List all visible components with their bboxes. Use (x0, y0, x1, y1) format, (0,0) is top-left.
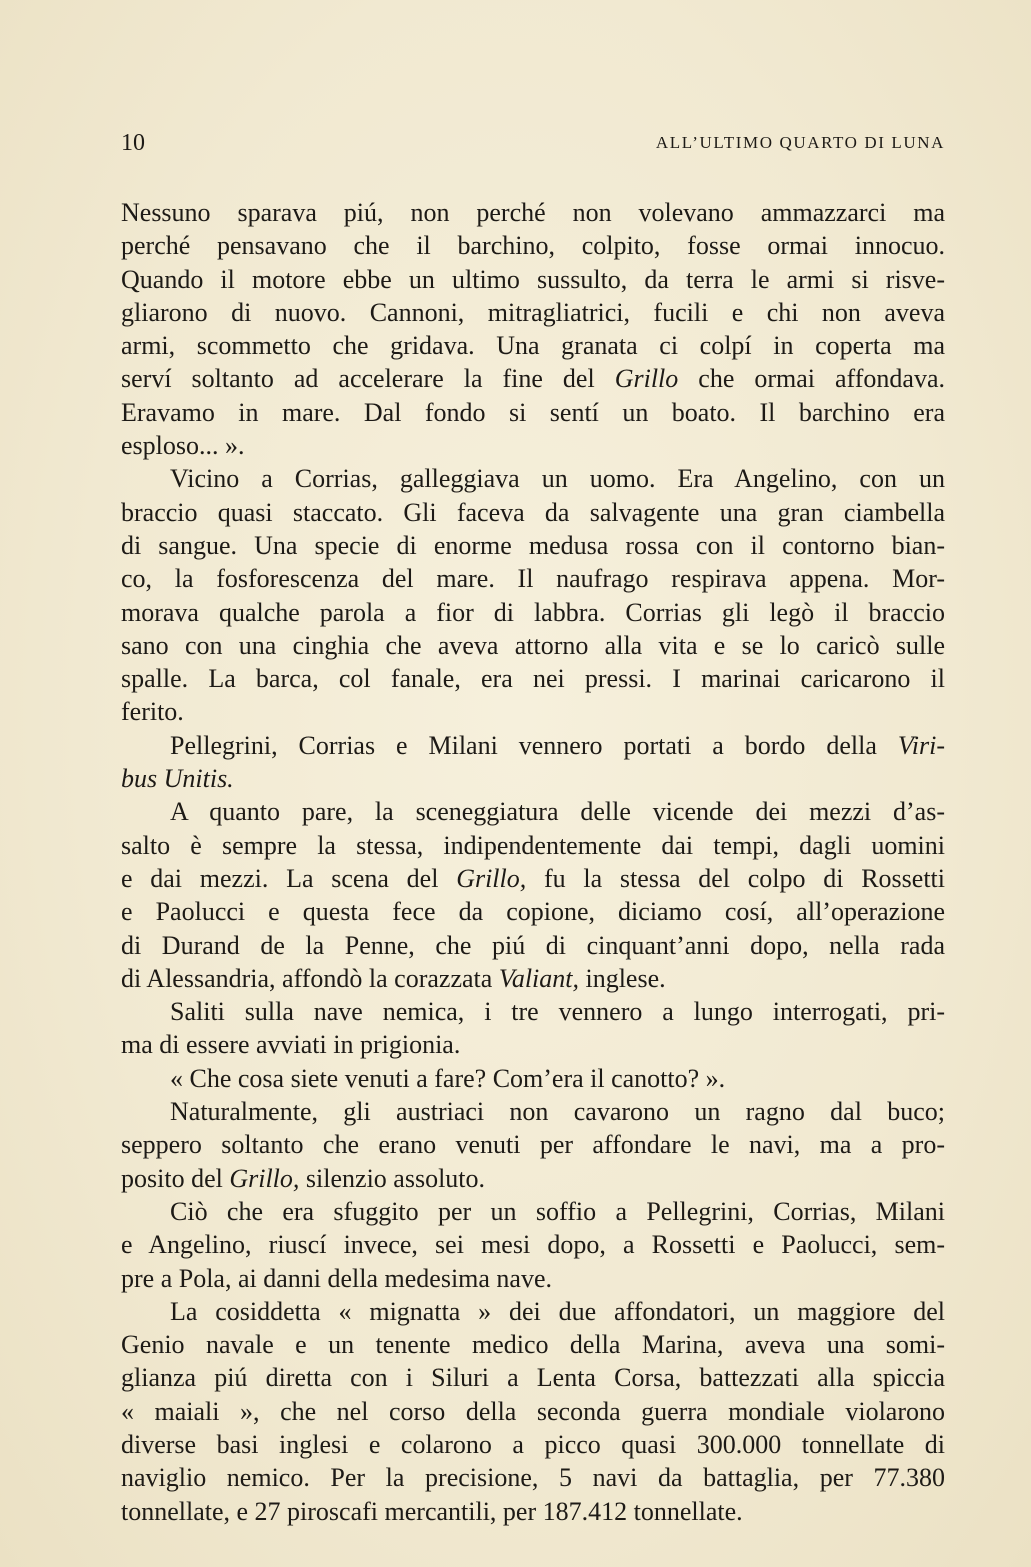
text-line: diverse basi inglesi e colarono a picco quasi 300.000 tonnellate di (121, 1429, 945, 1459)
paragraph (121, 1062, 945, 1095)
paragraph (121, 1095, 945, 1195)
text-line: Ciò che era sfuggito per un soffio a Pellegrini, Corrias, Milani (170, 1196, 945, 1226)
paragraph (121, 1195, 945, 1295)
text-line: Naturalmente, gli austriaci non cavarono un ragno dal buco; (170, 1097, 945, 1127)
text-line: « maiali », che nel corso della seconda guerra mondiale violarono (121, 1396, 945, 1426)
text-line: di Alessandria, affondò la corazzata Valiant, inglese. (121, 963, 666, 993)
text-line: ferito. (121, 697, 184, 727)
text-line: perché pensavano che il barchino, colpito, fosse ormai innocuo. (121, 231, 945, 261)
text-line: Nessuno sparava piú, non perché non volevano ammazzarci ma (121, 198, 945, 227)
text-line: e Paolucci e questa fece da copione, diciamo cosí, all’operazione (121, 897, 945, 927)
text-line: Pellegrini, Corrias e Milani vennero portati a bordo della Viri- (170, 730, 945, 760)
text-line: Genio navale e un tenente medico della Marina, aveva una somi- (121, 1330, 945, 1360)
text-line: glianza piú diretta con i Siluri a Lenta Corsa, battezzati alla spiccia (121, 1363, 945, 1393)
text-line: salto è sempre la stessa, indipendentemente dai tempi, dagli uomini (121, 830, 945, 860)
text-line: Quando il motore ebbe un ultimo sussulto, da terra le armi si risve- (121, 264, 945, 294)
text-line: spalle. La barca, col fanale, era nei pressi. I marinai caricarono il (121, 664, 945, 694)
text-line: La cosiddetta « mignatta » dei due affondatori, un maggiore del (170, 1296, 945, 1326)
text-line: naviglio nemico. Per la precisione, 5 navi da battaglia, per 77.380 (121, 1463, 945, 1493)
text-line: esploso... ». (121, 431, 245, 461)
page-number: 10 (121, 130, 145, 156)
text-line: e dai mezzi. La scena del Grillo, fu la stessa del colpo di Rossetti (121, 863, 946, 893)
paragraph (121, 196, 945, 462)
text-line: posito del Grillo, silenzio assoluto. (121, 1163, 486, 1193)
paragraph (121, 995, 945, 1062)
text-line: tonnellate, e 27 piroscafi mercantili, per 187.412 tonnellate. (121, 1496, 743, 1526)
running-title: ALL’ULTIMO QUARTO DI LUNA (655, 133, 945, 152)
text-line: di sangue. Una specie di enorme medusa rossa con il contorno bian- (121, 530, 945, 560)
paragraph (121, 1295, 945, 1528)
text-line: pre a Pola, ai danni della medesima nave. (121, 1263, 553, 1293)
text-line: « Che cosa siete venuti a fare? Com’era il canotto? ». (170, 1063, 726, 1093)
paragraph (121, 729, 945, 796)
text-line: ma di essere avviati in prigionia. (121, 1030, 461, 1060)
text-line: co, la fosforescenza del mare. Il naufrago respirava appena. Mor- (121, 564, 945, 594)
text-line: serví soltanto ad accelerare la fine del Grillo che ormai affondava. (121, 364, 945, 394)
text-line: sano con una cinghia che aveva attorno alla vita e se lo caricò sulle (121, 630, 945, 660)
text-line: A quanto pare, la sceneggiatura delle vicende dei mezzi d’as- (170, 797, 945, 827)
text-line: morava qualche parola a fior di labbra. Corrias gli legò il braccio (121, 597, 945, 627)
paragraph (121, 462, 945, 728)
page-header (121, 128, 945, 158)
text-line: di Durand de la Penne, che piú di cinquant’anni dopo, nella rada (121, 930, 945, 960)
paragraph (121, 795, 945, 995)
text-line: gliarono di nuovo. Cannoni, mitragliatrici, fucili e chi non aveva (121, 297, 945, 327)
text-line: Vicino a Corrias, galleggiava un uomo. Era Angelino, con un (170, 464, 945, 494)
body-text (121, 196, 945, 1528)
text-line: Saliti sulla nave nemica, i tre vennero a lungo interrogati, pri- (170, 997, 945, 1027)
text-line: armi, scommetto che gridava. Una granata ci colpí in coperta ma (121, 331, 945, 361)
text-line: e Angelino, riuscí invece, sei mesi dopo, a Rossetti e Paolucci, sem- (121, 1230, 945, 1260)
text-line: Eravamo in mare. Dal fondo si sentí un boato. Il barchino era (121, 397, 945, 427)
text-line: seppero soltanto che erano venuti per affondare le navi, ma a pro- (121, 1130, 945, 1160)
text-line: braccio quasi staccato. Gli faceva da salvagente una gran ciambella (121, 497, 945, 527)
text-line: bus Unitis. (121, 764, 234, 794)
